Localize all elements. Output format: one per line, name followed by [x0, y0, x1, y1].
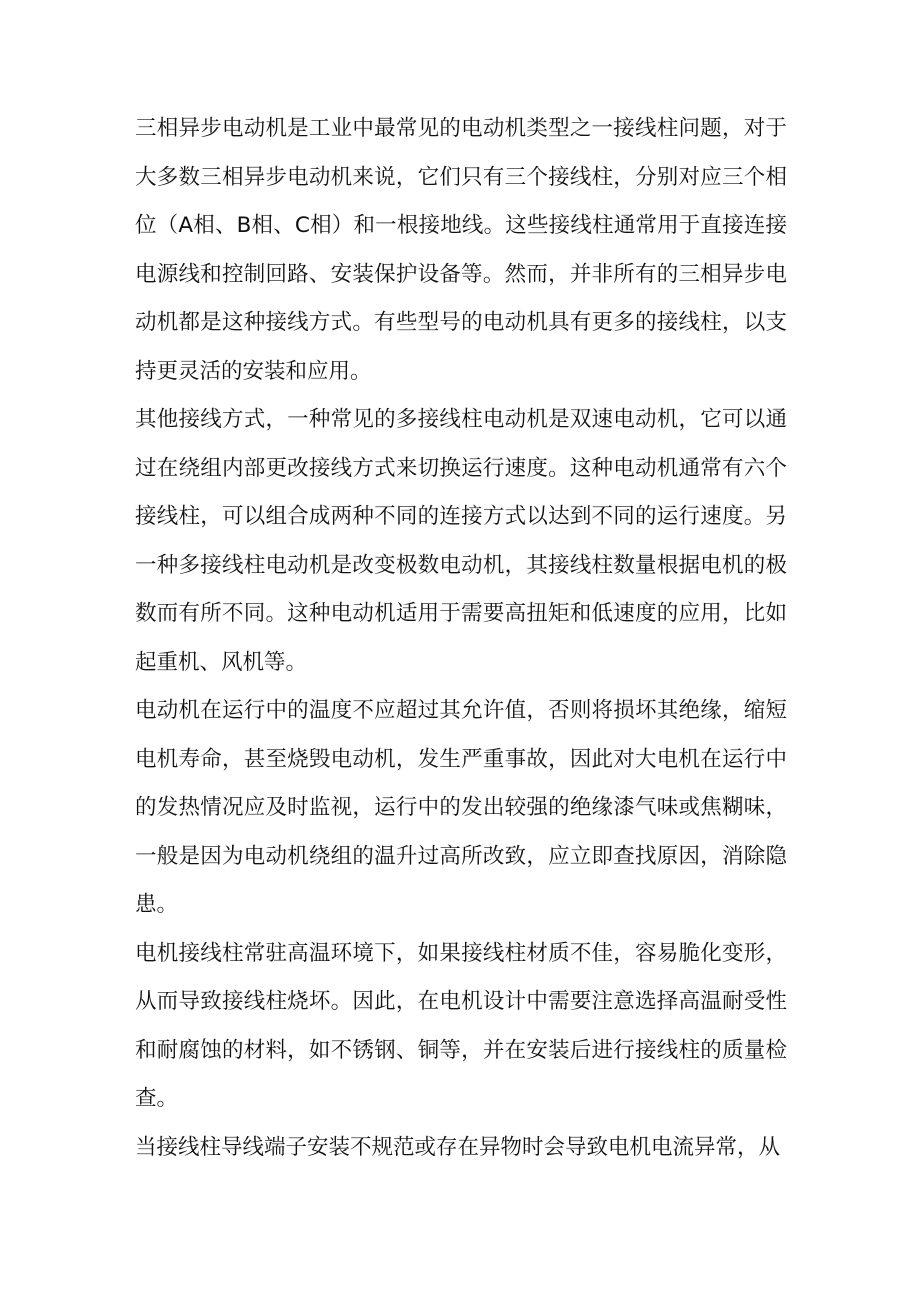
paragraph-5: 当接线柱导线端子安装不规范或存在异物时会导致电机电流异常，从	[135, 1134, 781, 1160]
paragraph-1: 三相异步电动机是工业中最常见的电动机类型之一接线柱问题，对于大多数三相异步电动机来说，它们只有三个接线柱，分别对应三个相位（A相、B相、C相）和一根接地线。这些接线柱通常用于直接连接电源线和控制回路、安装保护设备等。然而，并非所有的三相异步电动机都是这种接线方式。有些型号的电动机具有更多的接线柱，以支持更灵活的安装和应用。	[135, 116, 787, 384]
paragraph-2: 其他接线方式，一种常见的多接线柱电动机是双速电动机，它可以通过在绕组内部更改接线方式来切换运行速度。这种电动机通常有六个接线柱，可以组合成两种不同的连接方式以达到不同的运行速度。另一种多接线柱电动机是改变极数电动机，其接线柱数量根据电机的极数而有所不同。这种电动机适用于需要高扭矩和低速度的应用，比如起重机、风机等。	[135, 407, 787, 675]
paragraph-3: 电动机在运行中的温度不应超过其允许值，否则将损坏其绝缘，缩短电机寿命，甚至烧毁电动机，发生严重事故，因此对大电机在运行中的发热情况应及时监视，运行中的发出较强的绝缘漆气味或焦糊味，一般是因为电动机绕组的温升过高所改致，应立即查找原因，消除隐患。	[135, 698, 787, 917]
document-body	[135, 105, 787, 1172]
paragraph-4: 电机接线柱常驻高温环境下，如果接线柱材质不佳，容易脆化变形，从而导致接线柱烧坏。因此，在电机设计中需要注意选择高温耐受性和耐腐蚀的材料，如不锈钢、铜等，并在安装后进行接线柱的质量检查。	[135, 940, 787, 1111]
